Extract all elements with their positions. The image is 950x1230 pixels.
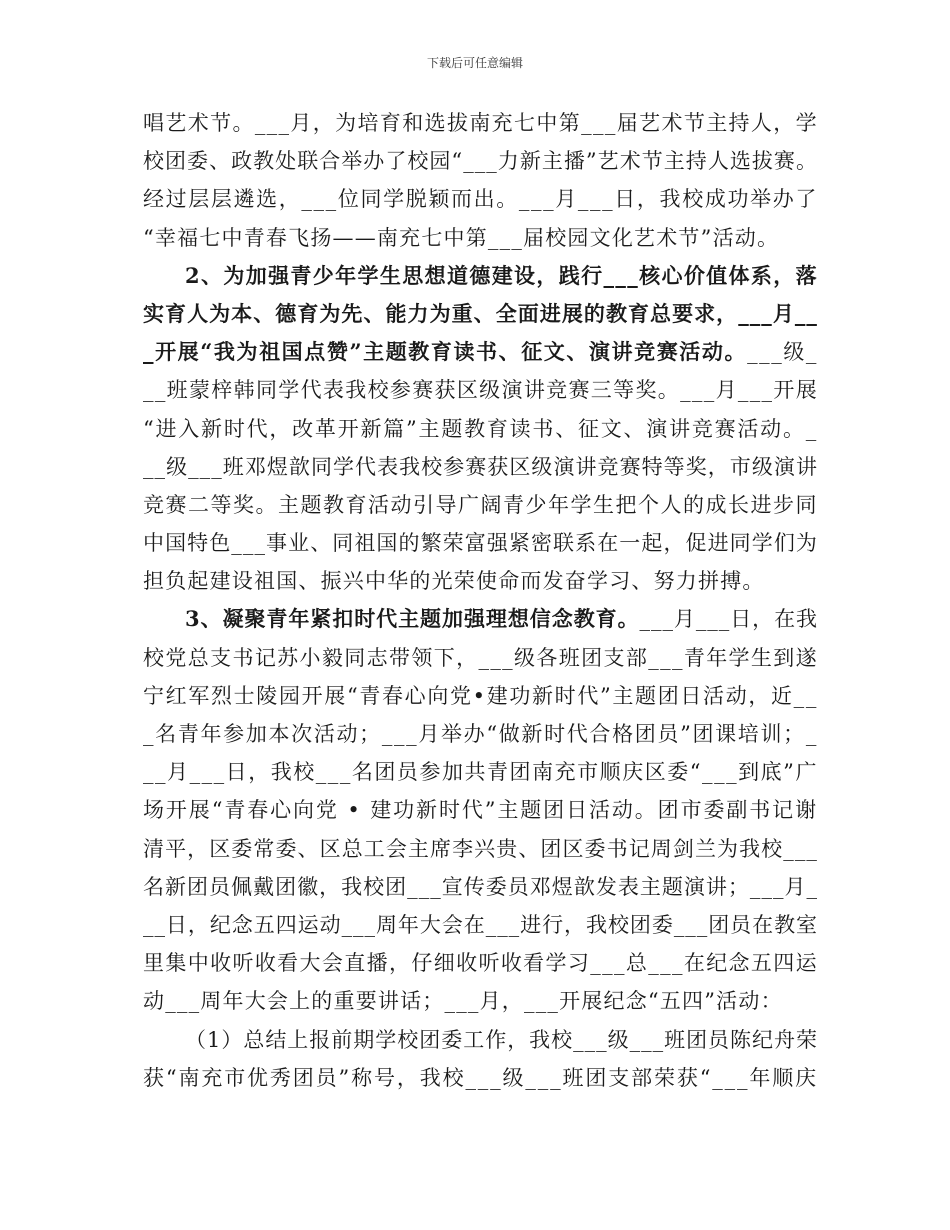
- line-text: 场开展“青春心向党 • 建功新时代”主题团日活动。团市委副书记谢: [143, 798, 818, 823]
- text-line: [143, 944, 818, 982]
- line-text: 唱艺术节。___月，为培育和选拔南充七中第___届艺术节主持人，学: [143, 111, 819, 135]
- line-text: 名新团员佩戴团徽，我校团___宣传委员邓煜歆发表主题演讲；___月_: [143, 874, 819, 899]
- text-line: [143, 600, 818, 638]
- line-text: 中国特色___事业、同祖国的繁荣富强紧密联系在一起，促进同学们为: [143, 531, 818, 556]
- line-text: _开展“我为祖国点赞”主题教育读书、征文、演讲竞赛活动。: [143, 339, 748, 365]
- text-line: [143, 486, 818, 524]
- text-line: [143, 791, 818, 829]
- line-text: “幸福七中青春飞扬——南充七中第___届校园文化艺术节”活动。: [143, 225, 780, 250]
- line-text: 清平，区委常委、区总工会主席李兴贵、团区委书记周剑兰为我校___: [143, 836, 818, 861]
- text-line: [143, 1059, 818, 1097]
- line-tail-text: ___月___日，在我: [639, 607, 818, 632]
- line-text: __班蒙梓韩同学代表我校参赛获区级演讲竞赛三等奖。___月___开展: [143, 378, 819, 403]
- line-text: __月___日，我校___名团员参加共青团南充市顺庆区委“___到底”广: [143, 760, 818, 785]
- line-text: “进入新时代，改革开新篇”主题教育读书、征文、演讲竞赛活动。_: [143, 416, 818, 441]
- line-text: __日，纪念五四运动___周年大会在___进行，我校团委___团员在教室: [143, 912, 818, 937]
- line-text: __级___班邓煜歆同学代表我校参赛获区级演讲竞赛特等奖，市级演讲: [143, 454, 818, 479]
- text-line: [143, 295, 818, 333]
- text-line: [143, 180, 818, 218]
- line-text: 担负起建设祖国、振兴中华的光荣使命而发奋学习、努力拼搏。: [143, 569, 765, 594]
- text-line: [143, 677, 818, 715]
- line-text: 3、凝聚青年紧扣时代主题加强理想信念教育。: [185, 606, 640, 632]
- line-text: _名青年参加本次活动；___月举办“做新时代合格团员”团课培训；_: [143, 722, 818, 746]
- text-line: [143, 868, 818, 906]
- line-text: 竞赛二等奖。主题教育活动引导广阔青少年学生把个人的成长进步同: [143, 492, 818, 517]
- text-line: [143, 906, 818, 944]
- text-line: [143, 639, 818, 677]
- line-text: 实育人为本、德育为先、能力为重、全面进展的教育总要求，___月__: [143, 300, 818, 326]
- line-text: （1）总结上报前期学校团委工作，我校___级___班团员陈纪舟荣: [185, 1027, 819, 1052]
- line-text: 宁红军烈士陵园开展“青春心向党•建功新时代”主题团日活动，近__: [143, 683, 819, 708]
- text-line: [143, 982, 818, 1020]
- text-line: [143, 142, 818, 180]
- line-text: 2、为加强青少年学生思想道德建设，践行___核心价值体系，落: [185, 262, 818, 288]
- text-line: [143, 448, 818, 486]
- text-line: [143, 104, 818, 142]
- line-tail-text: ___级_: [747, 340, 819, 365]
- text-line: [143, 753, 818, 791]
- text-line: [143, 1021, 818, 1059]
- line-text: 经过层层遴选，___位同学脱颖而出。___月___日，我校成功举办了: [143, 187, 818, 212]
- text-line: [143, 333, 818, 371]
- document-body: [143, 104, 818, 1097]
- text-line: [143, 715, 818, 753]
- text-line: [143, 219, 818, 257]
- line-text: 获“南充市优秀团员”称号，我校___级___班团支部荣获“___年顺庆: [143, 1065, 818, 1090]
- text-line: [143, 830, 818, 868]
- line-text: 里集中收听收看大会直播，仔细收听收看学习___总___在纪念五四运: [143, 951, 819, 976]
- text-line: [143, 524, 818, 562]
- text-line: [143, 410, 818, 448]
- text-line: [143, 371, 818, 409]
- line-text: 校团委、政教处联合举办了校园“___力新主播”艺术节主持人选拔赛。: [143, 149, 818, 174]
- line-text: 动___周年大会上的重要讲话；___月，___开展纪念“五四”活动：: [143, 989, 783, 1014]
- text-line: [143, 257, 818, 295]
- line-text: 校党总支书记苏小毅同志带领下，___级各班团支部___青年学生到遂: [143, 645, 819, 670]
- page-header-note: 下载后可任意编辑: [426, 56, 523, 70]
- text-line: [143, 562, 818, 600]
